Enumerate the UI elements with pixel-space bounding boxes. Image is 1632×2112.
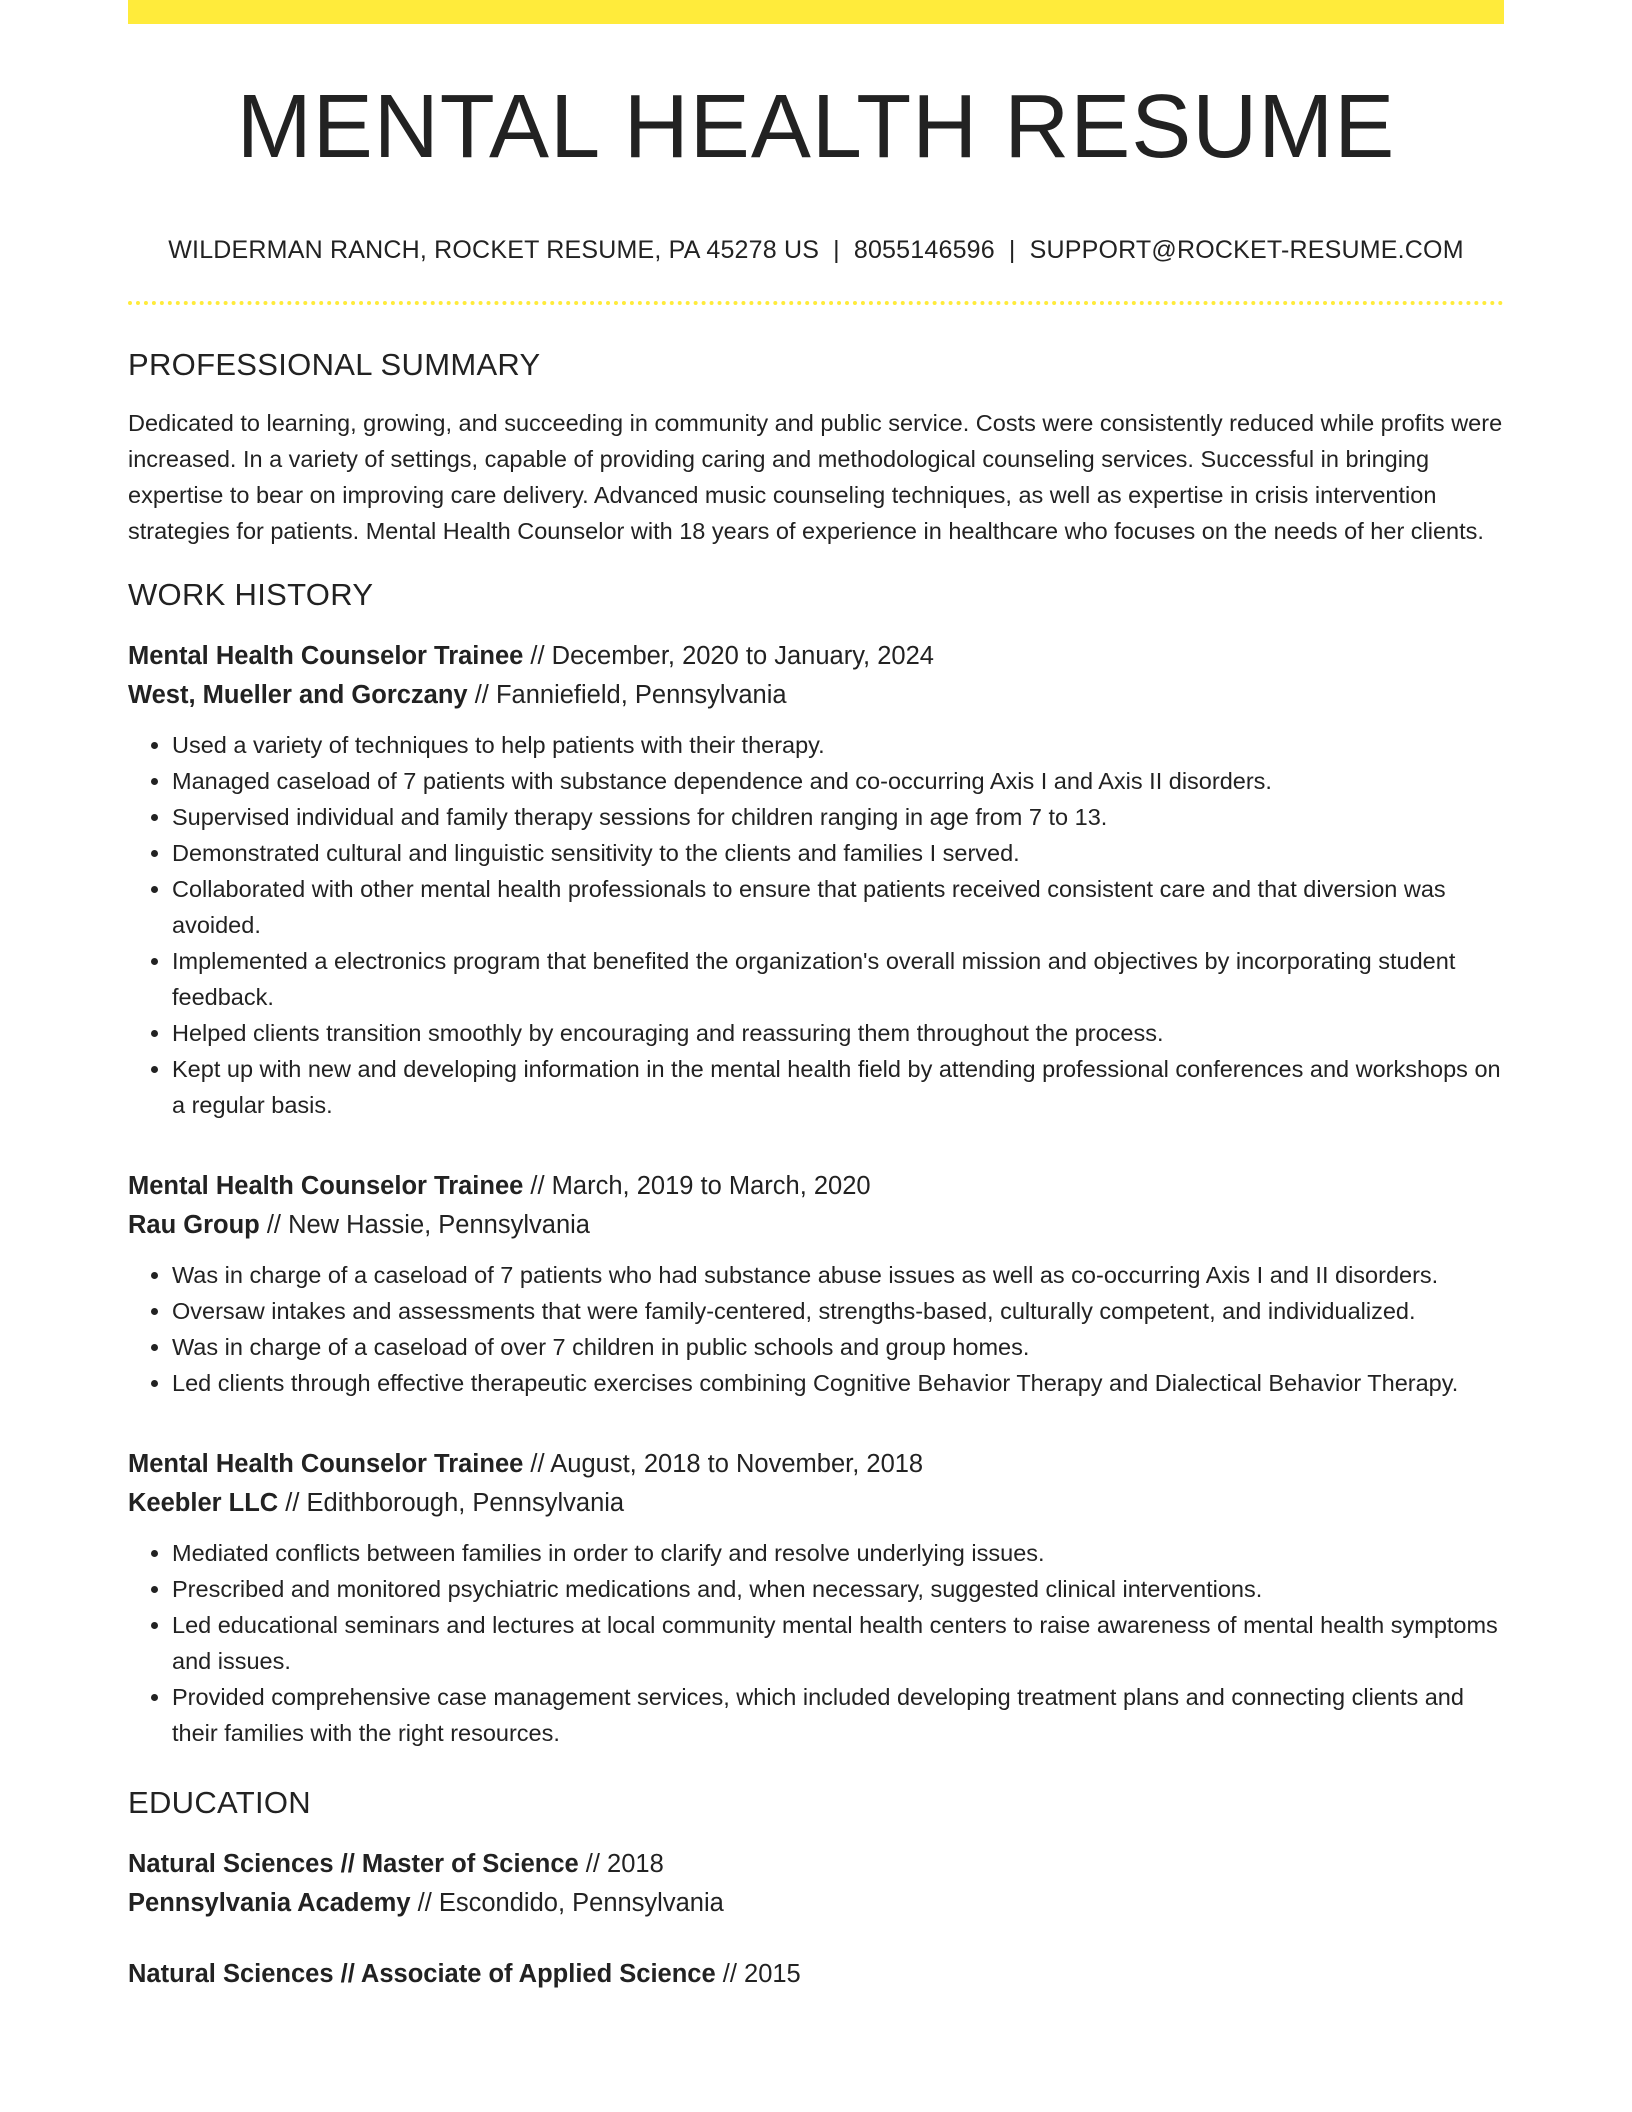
job-location: // Fanniefield, Pennsylvania bbox=[467, 681, 787, 709]
job-company: Rau Group bbox=[128, 1211, 260, 1239]
list-item: • Managed caseload of 7 patients with substance dependence and co-occurring Axis I and Axis II disorders. bbox=[172, 763, 1504, 799]
list-item: • Provided comprehensive case management services, which included developing treatment plans and connecting clients and their families with the right resources. bbox=[172, 1679, 1504, 1751]
job-dates: // December, 2020 to January, 2024 bbox=[523, 642, 934, 670]
job-title-line bbox=[128, 1167, 1504, 1206]
education-location: // Escondido, Pennsylvania bbox=[410, 1889, 724, 1917]
list-item: • Kept up with new and developing information in the mental health field by attending professional conferences and workshops on a regular basis. bbox=[172, 1051, 1504, 1123]
list-item: • Used a variety of techniques to help patients with their therapy. bbox=[172, 727, 1504, 763]
job-company-line bbox=[128, 1206, 1504, 1245]
list-item: • Oversaw intakes and assessments that were family-centered, strengths-based, culturally competent, and individualized. bbox=[172, 1293, 1504, 1329]
education-year: // 2018 bbox=[578, 1850, 664, 1878]
contact-line bbox=[128, 236, 1504, 265]
education-entry bbox=[128, 1955, 1504, 1994]
email: SUPPORT@ROCKET-RESUME.COM bbox=[1029, 236, 1464, 264]
job-entry bbox=[128, 1445, 1504, 1751]
list-item: • Supervised individual and family therapy sessions for children ranging in age from 7 to 13. bbox=[172, 799, 1504, 835]
list-item: • Helped clients transition smoothly by encouraging and reassuring them throughout the process. bbox=[172, 1015, 1504, 1051]
job-company: West, Mueller and Gorczany bbox=[128, 681, 468, 709]
phone: 8055146596 bbox=[853, 236, 995, 264]
education-year: // 2015 bbox=[715, 1960, 801, 1988]
education-degree: Natural Sciences // Master of Science bbox=[128, 1850, 579, 1878]
list-item: • Demonstrated cultural and linguistic sensitivity to the clients and families I served. bbox=[172, 835, 1504, 871]
job-company-line bbox=[128, 1484, 1504, 1523]
job-entry bbox=[128, 1167, 1504, 1401]
job-dates: // August, 2018 to November, 2018 bbox=[523, 1450, 924, 1478]
education-school: Pennsylvania Academy bbox=[128, 1889, 411, 1917]
separator: | bbox=[1008, 236, 1016, 264]
education-degree-line bbox=[128, 1955, 1504, 1994]
education-degree: Natural Sciences // Associate of Applied Science bbox=[128, 1960, 716, 1988]
list-item: • Prescribed and monitored psychiatric medications and, when necessary, suggested clinical interventions. bbox=[172, 1571, 1504, 1607]
job-bullets bbox=[128, 727, 1504, 1123]
job-title-line bbox=[128, 637, 1504, 676]
address: WILDERMAN RANCH, ROCKET RESUME, PA 45278 US bbox=[168, 236, 820, 264]
list-item: • Was in charge of a caseload of over 7 children in public schools and group homes. bbox=[172, 1329, 1504, 1365]
list-item: • Implemented a electronics program that benefited the organization's overall mission and objectives by incorporating student feedback. bbox=[172, 943, 1504, 1015]
job-title-line bbox=[128, 1445, 1504, 1484]
separator: | bbox=[833, 236, 840, 264]
section-title-summary: PROFESSIONAL SUMMARY bbox=[128, 347, 541, 382]
accent-bar bbox=[128, 0, 1504, 24]
education-entry bbox=[128, 1845, 1504, 1923]
section-title-education: EDUCATION bbox=[128, 1785, 311, 1820]
education-degree-line bbox=[128, 1845, 1504, 1884]
list-item: • Led clients through effective therapeutic exercises combining Cognitive Behavior Therapy and Dialectical Behavior Therapy. bbox=[172, 1365, 1504, 1401]
education-school-line bbox=[128, 1884, 1504, 1923]
job-role: Mental Health Counselor Trainee bbox=[128, 1172, 524, 1200]
job-dates: // March, 2019 to March, 2020 bbox=[523, 1172, 871, 1200]
list-item: • Led educational seminars and lectures at local community mental health centers to raise awareness of mental health symptoms and issues. bbox=[172, 1607, 1504, 1679]
job-role: Mental Health Counselor Trainee bbox=[128, 642, 524, 670]
job-role: Mental Health Counselor Trainee bbox=[128, 1450, 524, 1478]
list-item: • Collaborated with other mental health professionals to ensure that patients received consistent care and that diversion was avoided. bbox=[172, 871, 1504, 943]
job-entry bbox=[128, 637, 1504, 1123]
section-title-work-history: WORK HISTORY bbox=[128, 577, 374, 612]
summary-text: Dedicated to learning, growing, and succeeding in community and public service. Costs were consistently reduced while profits were increased. In a variety of settings, capable of providing caring and methodological counseling services. Successful in bringing expertise to bear on improving care delivery. Advanced music counseling techniques, as well as expertise in crisis intervention strategies for patients. Mental Health Counselor with 18 years of experience in healthcare who focuses on the needs of her clients. bbox=[128, 410, 1503, 544]
job-location: // New Hassie, Pennsylvania bbox=[259, 1211, 590, 1239]
dotted-divider bbox=[128, 301, 1504, 305]
job-company-line bbox=[128, 676, 1504, 715]
list-item: • Mediated conflicts between families in order to clarify and resolve underlying issues. bbox=[172, 1535, 1504, 1571]
list-item: • Was in charge of a caseload of 7 patients who had substance abuse issues as well as co-occurring Axis I and II disorders. bbox=[172, 1257, 1504, 1293]
resume-title: MENTAL HEALTH RESUME bbox=[236, 77, 1396, 177]
resume-page bbox=[128, 0, 1504, 1994]
job-company: Keebler LLC bbox=[128, 1489, 279, 1517]
job-bullets bbox=[128, 1535, 1504, 1751]
job-location: // Edithborough, Pennsylvania bbox=[278, 1489, 625, 1517]
job-bullets bbox=[128, 1257, 1504, 1401]
